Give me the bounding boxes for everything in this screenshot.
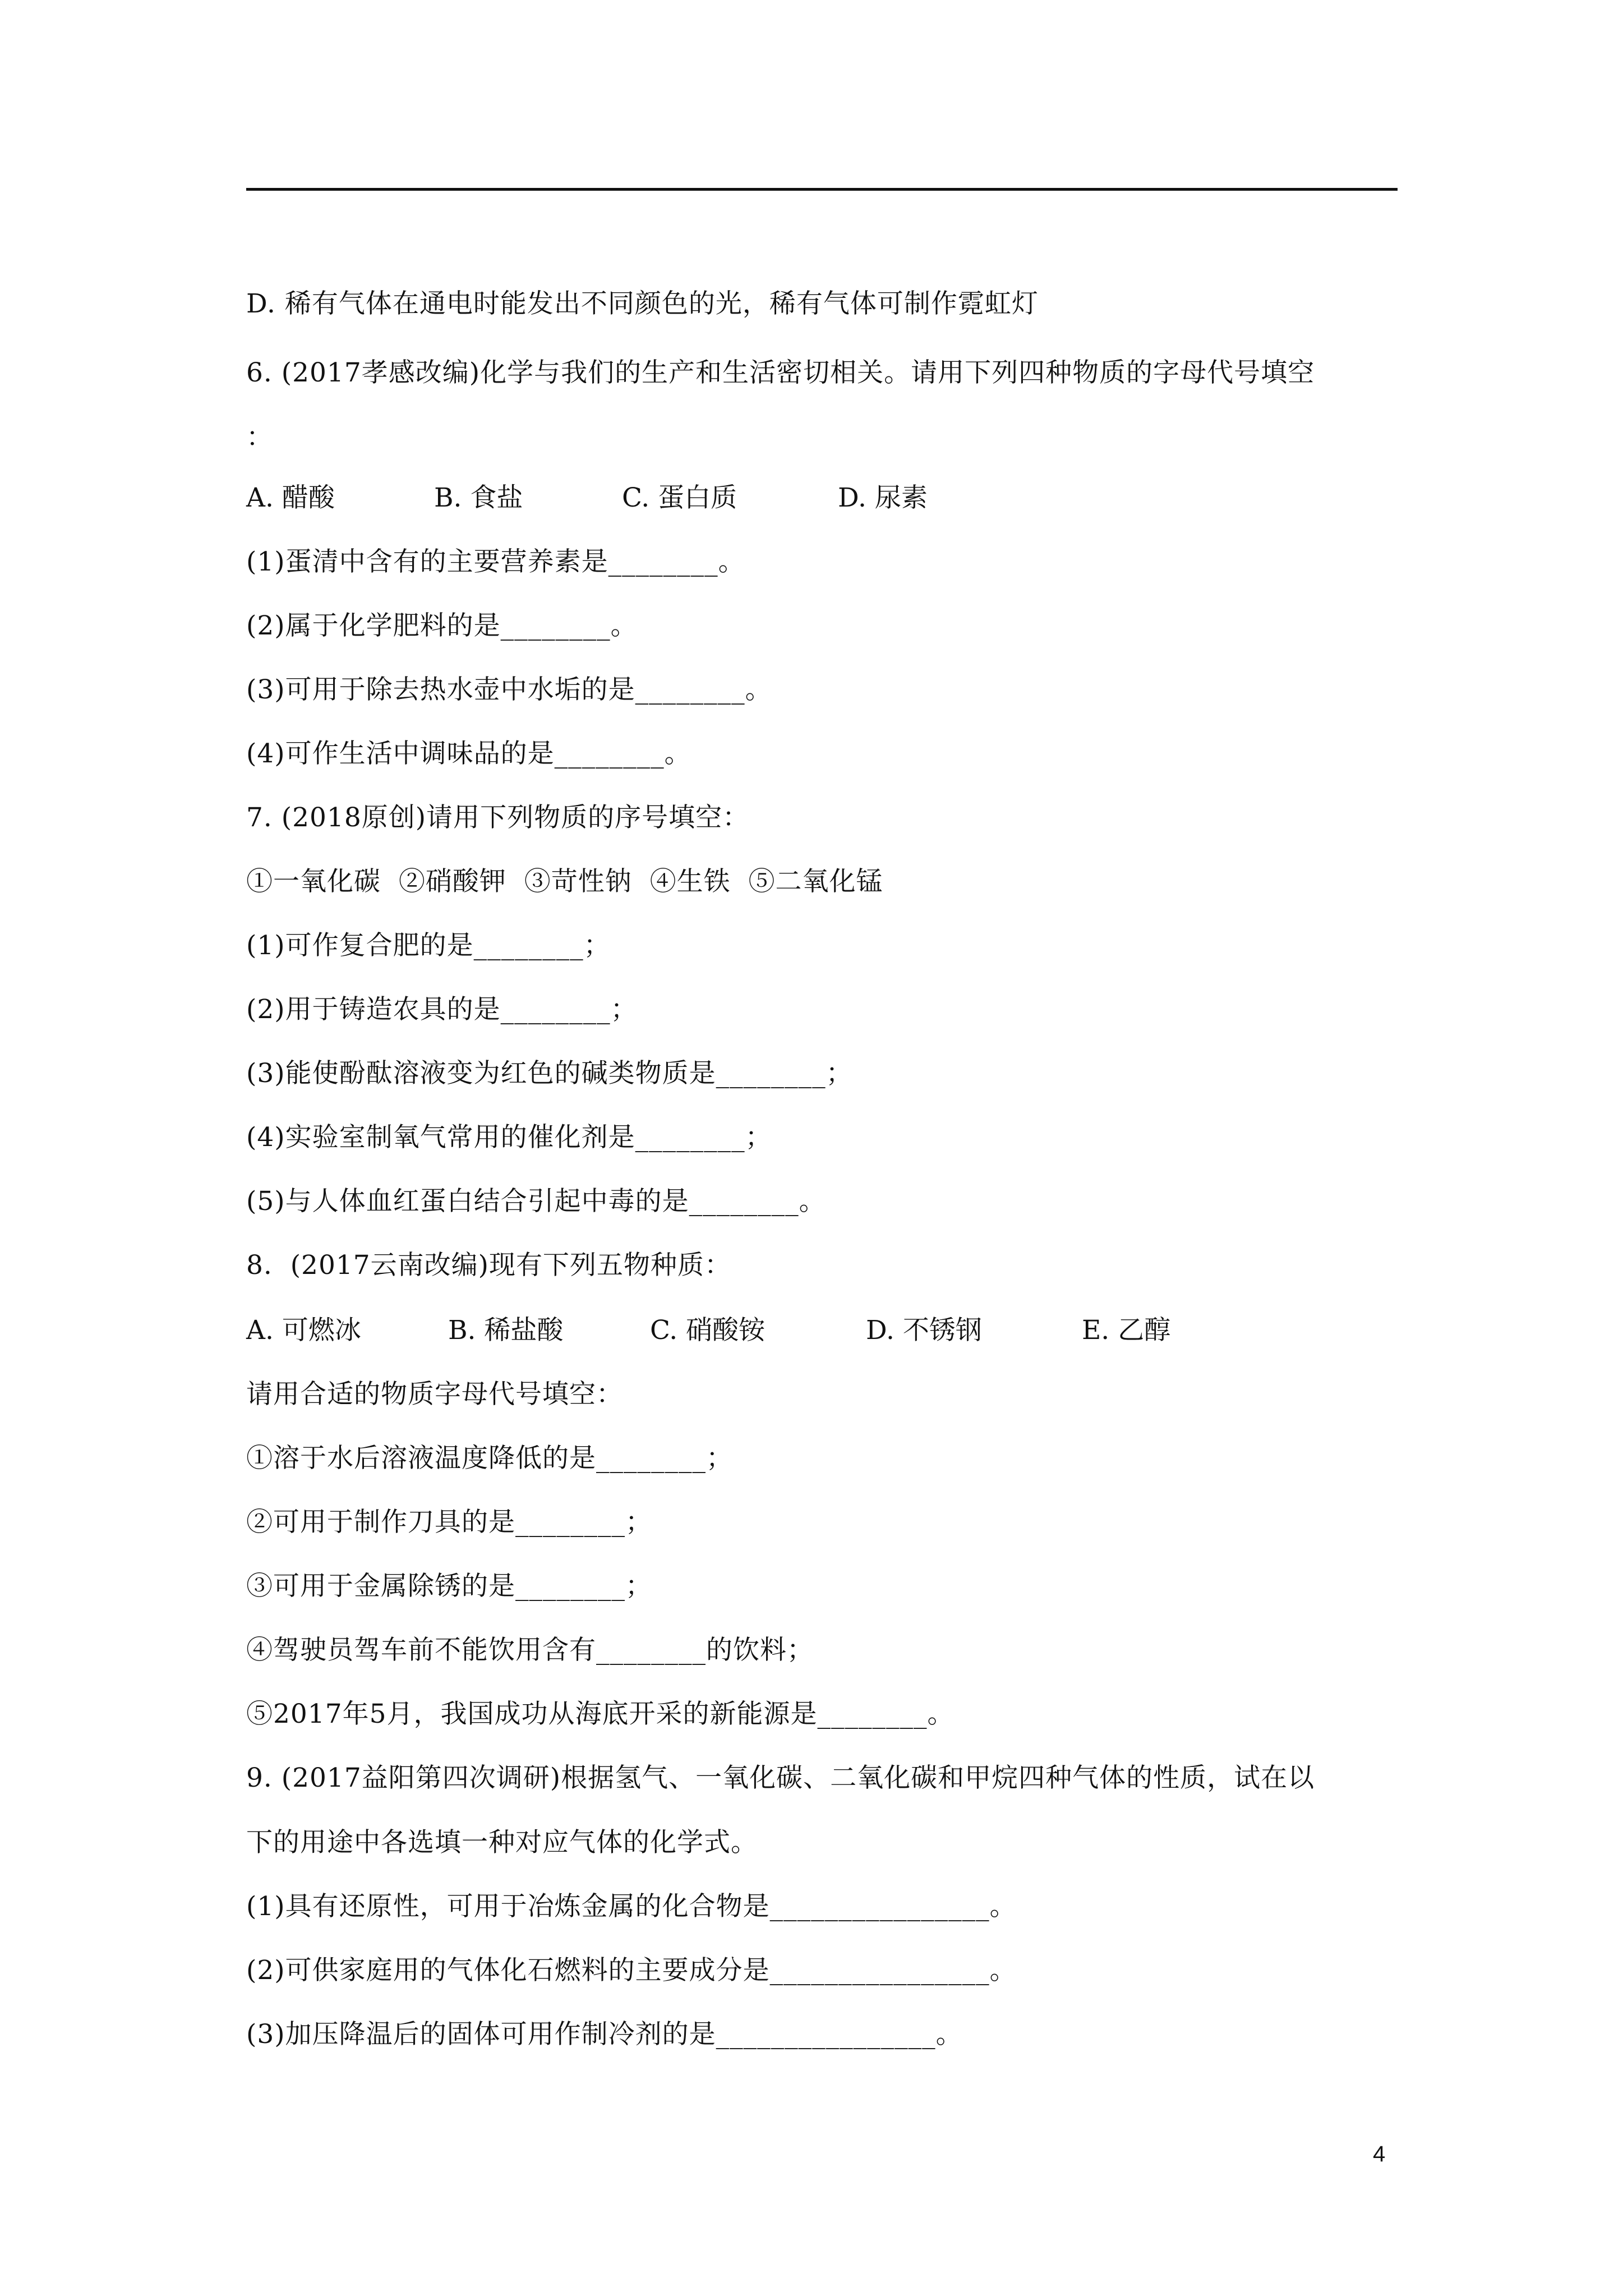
question-7-substances: ①一氧化碳 ②硝酸钾 ③苛性钠 ④生铁 ⑤二氧化锰 (246, 866, 883, 897)
question-9-stem-continued: 下的用途中各选填一种对应气体的化学式。 (246, 1827, 758, 1858)
question-8-stem: 8. (2017云南改编)现有下列五物种质： (246, 1250, 732, 1281)
option-a: A. 醋酸 (246, 482, 335, 513)
option-d: D. 不锈钢 (866, 1315, 982, 1346)
question-7-item-4: (4)实验室制氧气常用的催化剂是________； (246, 1122, 772, 1153)
question-6-options (246, 481, 928, 515)
question-8-item-5: ⑤2017年5月，我国成功从海底开采的新能源是________。 (246, 1699, 955, 1729)
option-d: D. 尿素 (838, 482, 928, 513)
question-7-stem: 7. (2018原创)请用下列物质的序号填空： (246, 802, 750, 833)
question-8-item-2: ②可用于制作刀具的是________； (246, 1507, 652, 1538)
question-7-item-5: (5)与人体血红蛋白结合引起中毒的是________。 (246, 1186, 826, 1217)
question-8-item-4: ④驾驶员驾车前不能饮用含有________的饮料； (246, 1635, 814, 1665)
question-6-item-4: (4)可作生活中调味品的是________。 (246, 738, 691, 769)
choice-d-text: D. 稀有气体在通电时能发出不同颜色的光，稀有气体可制作霓虹灯 (246, 288, 1039, 319)
option-b: B. 稀盐酸 (448, 1315, 564, 1346)
question-8-options (246, 1314, 1170, 1347)
option-c: C. 硝酸铵 (650, 1315, 766, 1346)
option-c: C. 蛋白质 (622, 482, 737, 513)
question-6-item-1: (1)蛋清中含有的主要营养素是________。 (246, 546, 745, 577)
option-b: B. 食盐 (434, 482, 523, 513)
question-8-instruction: 请用合适的物质字母代号填空： (246, 1379, 623, 1410)
question-7-item-2: (2)用于铸造农具的是________； (246, 994, 638, 1025)
question-8-item-3: ③可用于金属除锈的是________； (246, 1571, 652, 1602)
option-a: A. 可燃冰 (246, 1315, 361, 1346)
option-e: E. 乙醇 (1082, 1315, 1171, 1346)
question-7-item-3: (3)能使酚酞溶液变为红色的碱类物质是________； (246, 1058, 853, 1089)
question-9-item-1: (1)具有还原性，可用于冶炼金属的化合物是________________。 (246, 1891, 1017, 1922)
question-6-item-2: (2)属于化学肥料的是________。 (246, 610, 638, 641)
question-6-stem: 6. (2017孝感改编)化学与我们的生产和生活密切相关。请用下列四种物质的字母代号填空 (246, 357, 1315, 388)
question-9-item-3: (3)加压降温后的固体可用作制冷剂的是________________。 (246, 2019, 963, 2050)
question-9-stem: 9. (2017益阳第四次调研)根据氢气、一氧化碳、二氧化碳和甲烷四种气体的性质，试在以 (246, 1763, 1315, 1793)
question-8-item-1: ①溶于水后溶液温度降低的是________； (246, 1443, 733, 1474)
question-6-stem-continued: ： (246, 422, 273, 453)
question-6-item-3: (3)可用于除去热水壶中水垢的是________。 (246, 674, 772, 705)
question-9-item-2: (2)可供家庭用的气体化石燃料的主要成分是________________。 (246, 1955, 1017, 1986)
header-rule (246, 188, 1398, 191)
question-7-item-1: (1)可作复合肥的是________； (246, 930, 611, 961)
page-number: 4 (1373, 2142, 1386, 2166)
